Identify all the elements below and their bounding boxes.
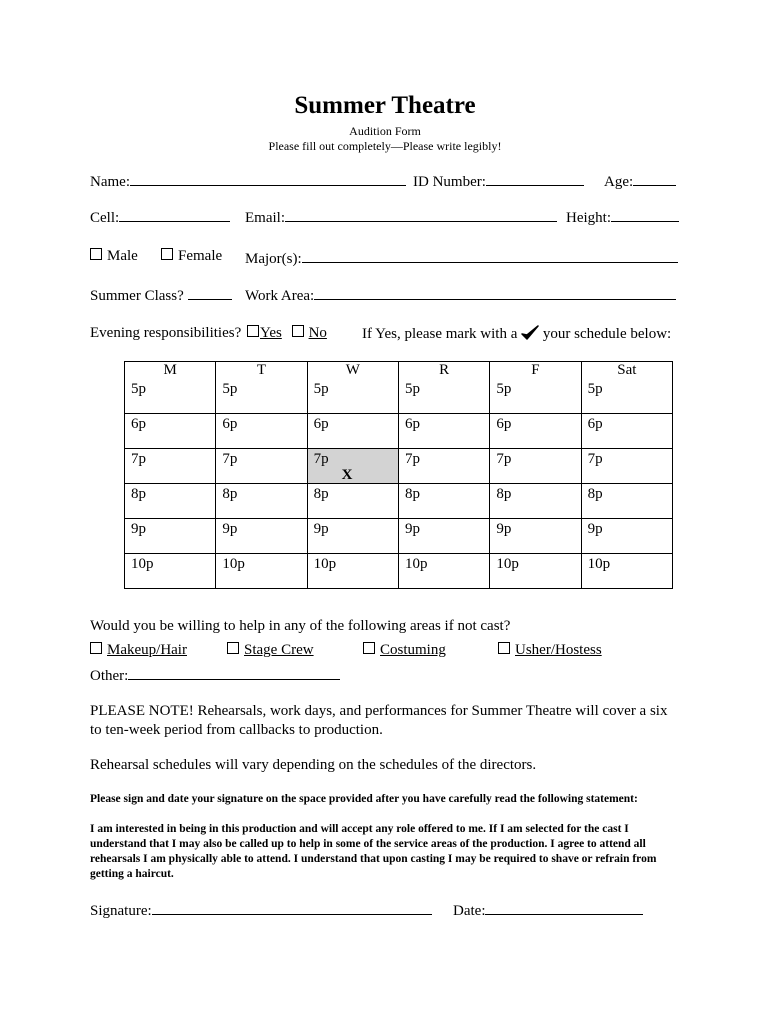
name-row bbox=[90, 171, 406, 191]
work-area-field[interactable] bbox=[314, 285, 676, 300]
schedule-cell[interactable] bbox=[216, 379, 307, 413]
schedule-cell[interactable] bbox=[125, 413, 216, 448]
age-field[interactable] bbox=[633, 171, 676, 186]
time-label: 7p bbox=[496, 450, 512, 467]
signature-row bbox=[90, 900, 432, 920]
date-row bbox=[453, 900, 643, 920]
day-header: Sat bbox=[581, 362, 672, 380]
schedule-cell[interactable] bbox=[490, 448, 581, 483]
evening-yes-label: Yes bbox=[259, 325, 282, 341]
evening-no-label: No bbox=[308, 325, 327, 341]
time-label: 8p bbox=[313, 485, 329, 502]
schedule-cell[interactable] bbox=[307, 448, 398, 483]
time-label: 8p bbox=[587, 485, 603, 502]
evening-no-checkbox[interactable] bbox=[292, 325, 304, 337]
schedule-row bbox=[125, 483, 673, 518]
help-option-stage-crew bbox=[227, 642, 314, 659]
schedule-cell[interactable] bbox=[125, 448, 216, 483]
male-label: Male bbox=[107, 248, 138, 264]
costuming-label: Costuming bbox=[380, 642, 446, 658]
schedule-cell[interactable] bbox=[125, 518, 216, 553]
mark-suffix: your schedule below: bbox=[542, 326, 672, 342]
schedule-cell[interactable] bbox=[581, 518, 672, 553]
time-label: 9p bbox=[587, 520, 603, 537]
schedule-cell[interactable] bbox=[307, 483, 398, 518]
time-label: 5p bbox=[222, 381, 238, 397]
id-number-label: ID Number: bbox=[413, 174, 486, 190]
major-row bbox=[245, 248, 678, 268]
schedule-cell[interactable] bbox=[581, 448, 672, 483]
cell-field[interactable] bbox=[119, 207, 230, 222]
help-option-makeup bbox=[90, 642, 187, 659]
other-label: Other: bbox=[90, 668, 129, 684]
schedule-cell[interactable] bbox=[307, 413, 398, 448]
time-label: 8p bbox=[222, 485, 238, 502]
time-label: 6p bbox=[222, 415, 238, 432]
height-label: Height: bbox=[566, 210, 611, 226]
time-label: 7p bbox=[222, 450, 238, 467]
schedule-cell[interactable] bbox=[490, 518, 581, 553]
name-field[interactable] bbox=[130, 171, 406, 186]
time-label: 9p bbox=[496, 520, 512, 537]
summer-class-field[interactable] bbox=[188, 285, 232, 300]
schedule-cell[interactable] bbox=[307, 518, 398, 553]
time-label: 5p bbox=[404, 381, 420, 397]
id-row bbox=[413, 171, 584, 191]
time-label: 5p bbox=[313, 381, 329, 397]
time-label: 6p bbox=[587, 415, 603, 432]
statement: I am interested in being in this production and will accept any role offered to me. If I am selected for the cast I understand that I may also be called up to help in some of the service areas of the production. I agree to attend all rehearsals I am physically able to attend. I understand that upon casting I may be required to shave or refrain from getting a haircut. bbox=[90, 823, 657, 880]
cell-row bbox=[90, 207, 230, 227]
male-checkbox[interactable] bbox=[90, 248, 102, 260]
usher-label: Usher/Hostess bbox=[515, 642, 602, 658]
please-note: PLEASE NOTE! Rehearsals, work days, and performances for Summer Theatre will cover a six to ten-week period from callbacks to production. bbox=[90, 703, 668, 738]
sign-instruction: Please sign and date your signature on the space provided after you have carefully read the following statement: bbox=[90, 793, 638, 805]
female-checkbox[interactable] bbox=[161, 248, 173, 260]
schedule-cell[interactable] bbox=[125, 553, 216, 588]
schedule-cell[interactable] bbox=[581, 483, 672, 518]
mark-instruction bbox=[362, 325, 671, 343]
schedule-row bbox=[125, 518, 673, 553]
makeup-checkbox[interactable] bbox=[90, 642, 102, 654]
schedule-cell[interactable] bbox=[125, 483, 216, 518]
evening-question: Evening responsibilities? bbox=[90, 325, 242, 341]
time-label: 6p bbox=[404, 415, 420, 432]
evening-row bbox=[90, 325, 327, 342]
summer-class-row bbox=[90, 285, 232, 305]
schedule-cell[interactable] bbox=[307, 379, 398, 413]
schedule-cell[interactable] bbox=[398, 483, 489, 518]
summer-class-label: Summer Class? bbox=[90, 288, 184, 304]
time-label: 10p bbox=[587, 555, 611, 572]
checkmark-icon bbox=[521, 325, 539, 341]
date-field[interactable] bbox=[485, 900, 643, 915]
day-header: R bbox=[398, 362, 489, 380]
schedule-row bbox=[125, 448, 673, 483]
majors-field[interactable] bbox=[302, 248, 678, 263]
date-label: Date: bbox=[453, 903, 486, 919]
height-row bbox=[566, 207, 679, 227]
schedule-cell[interactable] bbox=[216, 553, 307, 588]
time-label: 6p bbox=[496, 415, 512, 432]
mark-prefix: If Yes, please mark with a bbox=[362, 326, 518, 342]
schedule-cell[interactable] bbox=[398, 448, 489, 483]
time-label: 10p bbox=[404, 555, 428, 572]
schedule-cell[interactable] bbox=[581, 379, 672, 413]
time-label: 7p bbox=[131, 450, 146, 467]
email-label: Email: bbox=[245, 210, 285, 226]
email-field[interactable] bbox=[285, 207, 557, 222]
majors-label: Major(s): bbox=[245, 251, 302, 267]
work-area-label: Work Area: bbox=[245, 288, 315, 304]
help-option-usher bbox=[498, 642, 602, 659]
rehearsal-note: Rehearsal schedules will vary depending on the schedules of the directors. bbox=[90, 757, 537, 773]
schedule-cell[interactable] bbox=[398, 379, 489, 413]
schedule-cell[interactable] bbox=[216, 413, 307, 448]
name-label: Name: bbox=[90, 174, 130, 190]
id-number-field[interactable] bbox=[486, 171, 584, 186]
schedule-cell[interactable] bbox=[216, 483, 307, 518]
schedule-row bbox=[125, 413, 673, 448]
time-label: 6p bbox=[131, 415, 146, 432]
female-label: Female bbox=[178, 248, 223, 264]
other-row bbox=[90, 665, 340, 685]
schedule-cell[interactable] bbox=[581, 413, 672, 448]
time-label: 5p bbox=[496, 381, 512, 397]
usher-checkbox[interactable] bbox=[498, 642, 510, 654]
schedule-cell[interactable] bbox=[490, 483, 581, 518]
time-label: 8p bbox=[496, 485, 512, 502]
schedule-cell[interactable] bbox=[398, 518, 489, 553]
height-field[interactable] bbox=[611, 207, 679, 222]
page-title: Summer Theatre bbox=[294, 92, 476, 119]
age-label: Age: bbox=[604, 174, 634, 190]
form-subtitle: Audition Form bbox=[349, 124, 421, 138]
schedule-row bbox=[125, 379, 673, 413]
time-label: 10p bbox=[131, 555, 154, 572]
schedule-header-row bbox=[125, 362, 673, 380]
time-label: 7p bbox=[587, 450, 603, 467]
time-label: 7p bbox=[404, 450, 420, 467]
gender-female bbox=[161, 248, 222, 265]
signature-field[interactable] bbox=[152, 900, 432, 915]
time-label: 10p bbox=[496, 555, 519, 572]
other-field[interactable] bbox=[128, 665, 340, 680]
schedule-mark: X bbox=[341, 466, 353, 483]
time-label: 9p bbox=[404, 520, 420, 537]
age-row bbox=[604, 171, 676, 191]
time-label: 9p bbox=[222, 520, 238, 537]
day-header: W bbox=[307, 362, 398, 380]
time-label: 9p bbox=[313, 520, 329, 537]
time-label: 6p bbox=[313, 415, 329, 432]
schedule-cell[interactable] bbox=[490, 379, 581, 413]
time-label: 8p bbox=[404, 485, 420, 502]
work-area-row bbox=[245, 285, 676, 305]
day-header: T bbox=[216, 362, 307, 380]
evening-yes-checkbox[interactable] bbox=[247, 325, 259, 337]
costuming-checkbox[interactable] bbox=[363, 642, 375, 654]
time-label: 10p bbox=[313, 555, 337, 572]
schedule-cell[interactable] bbox=[581, 553, 672, 588]
schedule-cell[interactable] bbox=[490, 553, 581, 588]
stage-crew-checkbox[interactable] bbox=[227, 642, 239, 654]
schedule-cell[interactable] bbox=[398, 553, 489, 588]
day-header: M bbox=[125, 362, 216, 380]
stage-crew-label: Stage Crew bbox=[244, 642, 314, 658]
schedule-table bbox=[124, 361, 673, 589]
makeup-label: Makeup/Hair bbox=[107, 642, 187, 658]
schedule-row bbox=[125, 553, 673, 588]
gender-male bbox=[90, 248, 138, 265]
time-label: 9p bbox=[131, 520, 146, 537]
signature-label: Signature: bbox=[90, 903, 152, 919]
cell-label: Cell: bbox=[90, 210, 120, 226]
time-label: 5p bbox=[131, 381, 146, 397]
schedule-cell[interactable] bbox=[125, 379, 216, 413]
email-row bbox=[245, 207, 557, 227]
time-label: 5p bbox=[587, 381, 603, 397]
schedule-cell[interactable] bbox=[307, 553, 398, 588]
time-label: 10p bbox=[222, 555, 245, 572]
form-instruction: Please fill out completely—Please write legibly! bbox=[268, 139, 502, 153]
schedule-cell[interactable] bbox=[216, 518, 307, 553]
day-header: F bbox=[490, 362, 581, 380]
schedule-cell[interactable] bbox=[490, 413, 581, 448]
time-label: 8p bbox=[131, 485, 146, 502]
schedule-cell[interactable] bbox=[398, 413, 489, 448]
help-question: Would you be willing to help in any of the following areas if not cast? bbox=[90, 618, 511, 634]
help-option-costuming bbox=[363, 642, 446, 659]
schedule-cell[interactable] bbox=[216, 448, 307, 483]
time-label: 7p bbox=[313, 450, 329, 467]
